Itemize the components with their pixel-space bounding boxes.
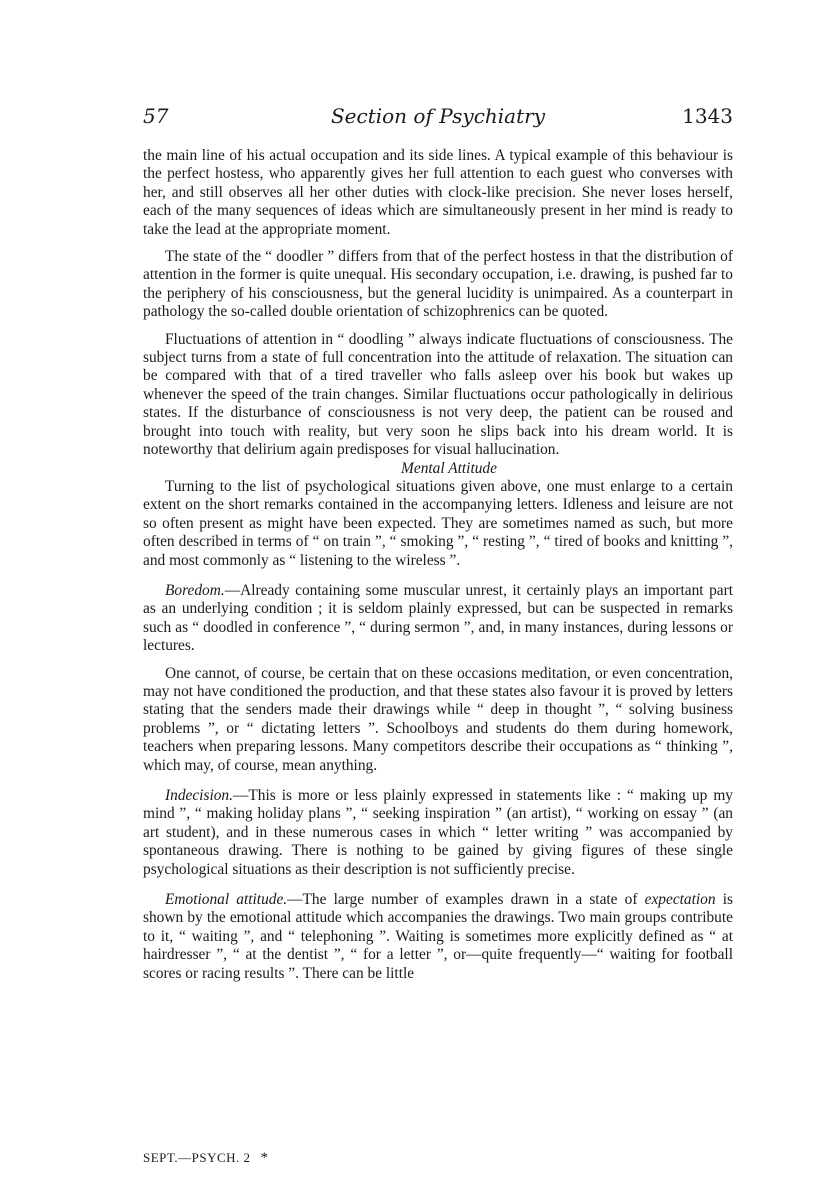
paragraph-meditation: One cannot, of course, be certain that on these occasions meditation, or even concentration, may not have conditioned the production, and that these states also favour it is proved by letters stating that the senders made their drawings while “ deep in thought ”, “ solving business problems ”, or “ dictating letters ”. Schoolboys and students do them during homework, teachers when preparing lessons. Many competitors describe their occupations as “ thinking ”, which may, of course, mean anything.: [143, 664, 733, 774]
running-title: Section of Psychiatry: [330, 104, 546, 128]
runin-heading-boredom: Boredom.: [165, 581, 225, 599]
paragraph-indecision-text: —This is more or less plainly expressed in statements like : “ making up my mind ”, “ making holiday plans ”, “ seeking inspiration ” (an artist), “ working on essay ” (an art student), and in these numerous cases in which “ letter writing ” was accompanied by spontaneous drawing. There is nothing to be gained by giving figures of these single psychological situations as their description is not sufficiently precise.: [143, 787, 733, 878]
signature-footer: [143, 1150, 269, 1167]
paragraph-boredom-text: —Already containing some muscular unrest, it certainly plays an important part as an underlying condition ; it is seldom plainly expressed, but can be suspected in remarks such as “ doodled in conference ”, “ during sermon ”, and, in many instances, during lessons or lectures.: [143, 581, 733, 655]
paragraph-emotional-text-a: —The large number of examples drawn in a state of: [287, 891, 645, 909]
page-number-right: 1343: [682, 104, 733, 128]
section-heading: Mental Attitude: [401, 459, 497, 477]
paragraph-emotional-text-b: is shown by the emotional attitude which accompanies the drawings. Two main groups contribute to it, “ waiting ”, and “ telephoning ”. Waiting is sometimes more explicitly defined as “ at hairdresser ”, “ at the dentist ”, “ for a letter ”, or—quite frequently—“ waiting for football scores or racing results ”. There can be little: [143, 891, 733, 982]
paragraph-fluctuations: Fluctuations of attention in “ doodling ” always indicate fluctuations of consciousness. The subject turns from a state of full concentration into the attitude of relaxation. The situation can be compared with that of a tired traveller who falls asleep over his book but wakes up whenever the speed of the train changes. Similar fluctuations occur pathologically in delirious states. If the disturbance of consciousness is not very deep, the patient can be roused and brought into touch with reality, but very soon he slips back into his dream world. It is noteworthy that delirium again predisposes for visual hallucination.: [143, 330, 733, 459]
paragraph-boredom: [143, 582, 733, 656]
asterisk-mark: *: [260, 1150, 269, 1166]
paragraph-continuation: the main line of his actual occupation and its side lines. A typical example of this behaviour is the perfect hostess, who apparently gives her full attention to each guest who converses with her, and still observes all her other duties with clock-like precision. She never loses herself, each of the many sequences of ideas which are simultaneously present in her mind is ready to take the lead at the appropriate moment.: [143, 147, 733, 238]
paragraph-indecision: [143, 787, 733, 879]
paragraph-emotional-attitude: [143, 891, 733, 983]
signature-mark: SEPT.—PSYCH. 2: [143, 1150, 251, 1165]
paragraph-psychological-situations: Turning to the list of psychological situations given above, one must enlarge to a certain extent on the short remarks contained in the accompanying letters. Idleness and leisure are not so often present as might have been expected. They are sometimes named as such, but more often described in terms of “ on train ”, “ smoking ”, “ resting ”, “ tired of books and knitting ”, and most commonly as “ listening to the wireless ”.: [143, 477, 733, 569]
runin-heading-emotional: Emotional attitude.: [165, 891, 288, 909]
emphasis-expectation: expectation: [644, 891, 716, 909]
paragraph-doodler: The state of the “ doodler ” differs from that of the perfect hostess in that the distribution of attention in the former is quite unequal. His secondary occupation, i.e. drawing, is pushed far to the periphery of his consciousness, but the general lucidity is unimpaired. As a counterpart in pathology the so-called double orientation of schizophrenics can be quoted.: [143, 248, 733, 321]
runin-heading-indecision: Indecision.: [165, 787, 233, 804]
article-body: [143, 147, 733, 983]
page-number-left: 57: [143, 104, 169, 128]
running-header: [143, 104, 733, 134]
